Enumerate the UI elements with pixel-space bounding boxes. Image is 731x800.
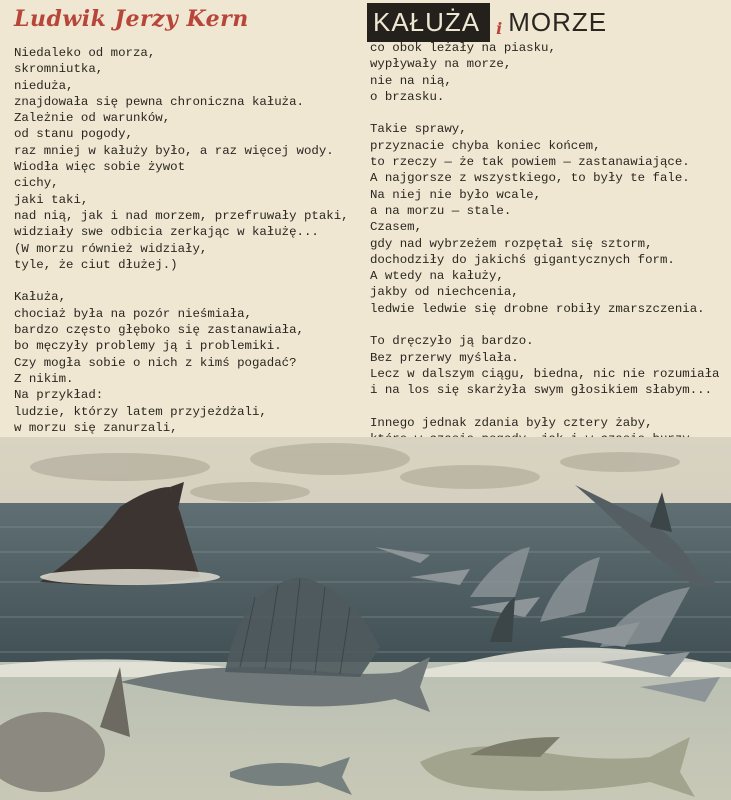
poem-line: nieduża, bbox=[14, 78, 74, 93]
poem-line: gdy nad wybrzeżem rozpętał się sztorm, bbox=[370, 236, 653, 251]
poem-line bbox=[370, 105, 719, 121]
poem-line: Czasem, bbox=[370, 220, 423, 235]
poem-line: To dręczyło ją bardzo. bbox=[370, 334, 534, 349]
poem-line: jaki taki, bbox=[14, 192, 89, 207]
poem-line: Innego jednak zdania były cztery żaby, bbox=[370, 415, 653, 430]
poem-line: i na los się skarżyła swym głosikiem słabym... bbox=[370, 383, 713, 398]
poem-column-right bbox=[370, 40, 719, 464]
poem-line: A najgorsze z wszystkiego, to były te fale. bbox=[370, 171, 690, 186]
poem-line: Niedaleko od morza, bbox=[14, 46, 156, 60]
poem-line: (W morzu również widziały, bbox=[14, 241, 208, 256]
poem-line bbox=[14, 273, 349, 289]
poem-line: tyle, że ciut dłużej.) bbox=[14, 257, 178, 272]
poem-line: skromniutka, bbox=[14, 62, 104, 77]
poem-line bbox=[370, 317, 719, 333]
poem-line: przyznacie chyba koniec końcem, bbox=[370, 138, 601, 153]
poem-line: znajdowała się pewna chroniczna kałuża. bbox=[14, 94, 304, 109]
poem-line: nie na nią, bbox=[370, 73, 452, 88]
title-part-morze: MORZE bbox=[508, 6, 608, 37]
poem-line: Lecz w dalszym ciągu, biedna, nic nie rozumiała bbox=[370, 366, 720, 381]
author-name: Ludwik Jerzy Kern bbox=[14, 6, 249, 32]
poem-line: o brzasku. bbox=[370, 89, 445, 104]
poem-line: co obok leżały na piasku, bbox=[370, 41, 556, 55]
poem-line: Wiodła więc sobie żywot bbox=[14, 160, 186, 175]
poem-line: ludzie, którzy latem przyjeżdżali, bbox=[14, 404, 267, 419]
poem-line: od stanu pogody, bbox=[14, 127, 133, 142]
poem-line: w morzu się zanurzali, bbox=[14, 420, 178, 435]
poem-line: nad nią, jak i nad morzem, przefruwały ptaki, bbox=[14, 208, 349, 223]
poem-line: widziały swe odbicia zerkając w kałużę... bbox=[14, 225, 319, 240]
poem-line: dochodziły do jakichś gigantycznych form. bbox=[370, 252, 675, 267]
poem-line: bardzo często głęboko się zastanawiała, bbox=[14, 323, 304, 338]
poem-line: a na morzu — stale. bbox=[370, 203, 512, 218]
poem-line: jakby od niechcenia, bbox=[370, 285, 519, 300]
poem-line: Kałuża, bbox=[14, 290, 67, 305]
poem-line bbox=[370, 399, 719, 415]
poem-line: to rzeczy — że tak powiem — zastanawiające. bbox=[370, 155, 690, 170]
poem-line: raz mniej w kałuży było, a raz więcej wody. bbox=[14, 143, 334, 158]
poem-column-left bbox=[14, 45, 349, 469]
poem-line: Bez przerwy myślała. bbox=[370, 350, 519, 365]
poem-line: Zależnie od warunków, bbox=[14, 111, 171, 126]
poem-line: Takie sprawy, bbox=[370, 122, 467, 137]
poem-line: cichy, bbox=[14, 176, 59, 191]
poem-line: ledwie ledwie się drobne robiły zmarszczenia. bbox=[370, 301, 705, 316]
poem-line: bo męczyły problemy ją i problemiki. bbox=[14, 339, 282, 354]
poem-line: wypływały na morze, bbox=[370, 57, 512, 72]
poem-line: Na niej nie było wcale, bbox=[370, 187, 542, 202]
poem-line: chociaż była na pozór nieśmiała, bbox=[14, 306, 252, 321]
poem-line: Na przykład: bbox=[14, 388, 104, 403]
poem-line: A wtedy na kałuży, bbox=[370, 269, 504, 284]
sea-illustration bbox=[0, 437, 731, 800]
poem-line: Z nikim. bbox=[14, 371, 74, 386]
title-part-kaluza: KAŁUŻA bbox=[367, 3, 490, 42]
poem-title bbox=[367, 2, 607, 42]
poem-line: Czy mogła sobie o nich z kimś pogadać? bbox=[14, 355, 297, 370]
title-connector: i bbox=[496, 18, 503, 38]
